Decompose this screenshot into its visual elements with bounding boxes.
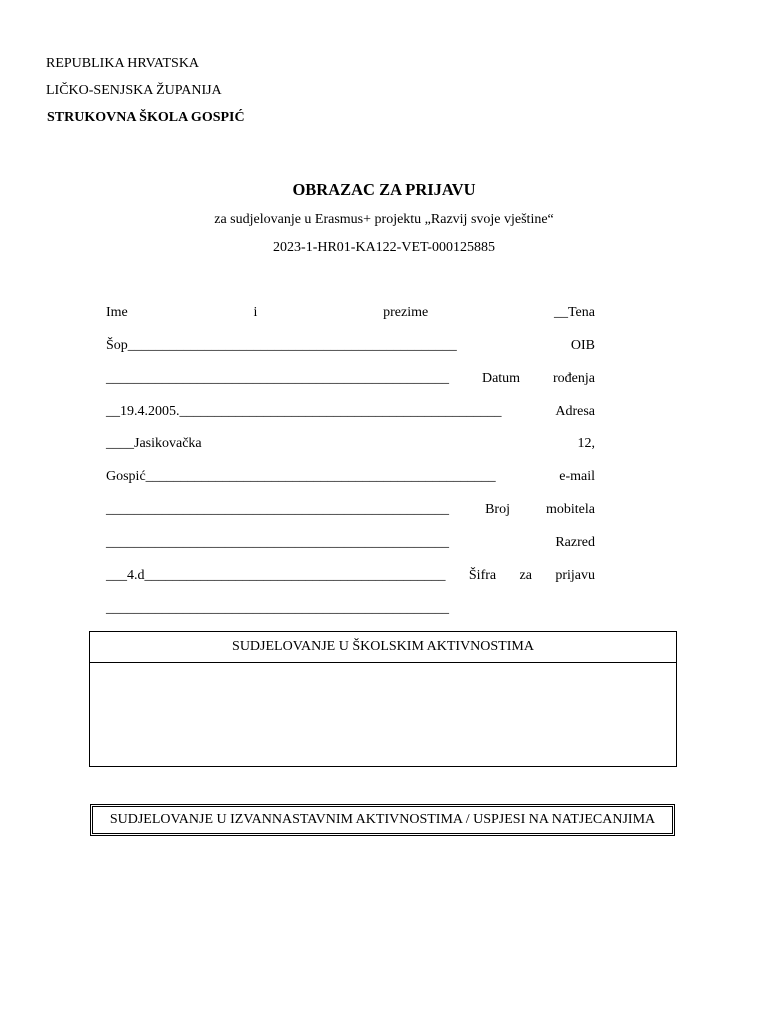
county-name: LIČKO-SENJSKA ŽUPANIJA xyxy=(46,83,222,98)
form-row-oib xyxy=(106,337,595,355)
label-razred: Razred xyxy=(555,535,595,550)
label-rodenja: rođenja xyxy=(553,371,595,386)
label-prijavu: prijavu xyxy=(555,568,595,583)
value-address-street[interactable]: ____Jasikovačka xyxy=(106,436,202,451)
label-ime: Ime xyxy=(106,305,128,320)
extracurricular-activities-title: SUDJELOVANJE U IZVANNASTAVNIM AKTIVNOSTIMA / USPJESI NA NATJECANJIMA xyxy=(90,804,675,836)
form-row-birthdate xyxy=(106,403,595,421)
label-datum: Datum xyxy=(481,371,521,386)
label-mobitela: mobitela xyxy=(546,502,596,517)
school-name: STRUKOVNA ŠKOLA GOSPIĆ xyxy=(47,110,245,125)
value-application-code[interactable]: _________________________________________________ xyxy=(106,601,449,616)
form-title: OBRAZAC ZA PRIJAVU xyxy=(292,180,476,199)
school-activities-box xyxy=(89,631,677,767)
form-row-birthdate-label xyxy=(106,370,595,388)
form-subtitle: za sudjelovanje u Erasmus+ projektu „Razvij svoje vještine“ xyxy=(214,212,554,227)
value-last-name[interactable]: Šop_______________________________________________ xyxy=(106,338,457,353)
form-row-class xyxy=(106,567,595,585)
value-email[interactable]: _________________________________________________ xyxy=(106,502,449,517)
form-row-address xyxy=(106,435,595,453)
value-oib[interactable]: _________________________________________________ xyxy=(106,371,449,386)
form-row-city xyxy=(106,468,595,486)
form-row-email xyxy=(106,501,595,519)
project-code: 2023-1-HR01-KA122-VET-000125885 xyxy=(273,240,495,255)
value-address-city[interactable]: Gospić__________________________________________________ xyxy=(106,469,496,484)
value-birthdate[interactable]: __19.4.2005.______________________________________________ xyxy=(106,404,502,419)
label-i: i xyxy=(253,305,258,320)
label-adresa: Adresa xyxy=(555,404,595,419)
label-sifra: Šifra xyxy=(468,568,497,583)
value-class[interactable]: ___4.d___________________________________________ xyxy=(106,568,446,583)
form-row-code xyxy=(106,600,595,618)
label-za: za xyxy=(519,568,532,583)
label-broj: Broj xyxy=(485,502,510,517)
label-prezime: prezime xyxy=(383,305,429,320)
label-email: e-mail xyxy=(559,469,595,484)
school-activities-content[interactable] xyxy=(90,663,676,767)
school-activities-title: SUDJELOVANJE U ŠKOLSKIM AKTIVNOSTIMA xyxy=(90,632,676,663)
label-oib: OIB xyxy=(570,338,595,353)
value-first-name[interactable]: __Tena xyxy=(553,305,595,320)
form-row-name xyxy=(106,304,595,322)
country-name: REPUBLIKA HRVATSKA xyxy=(46,56,200,71)
value-address-number[interactable]: 12, xyxy=(577,436,595,451)
form-row-phone xyxy=(106,534,595,552)
value-phone[interactable]: _________________________________________________ xyxy=(106,535,449,550)
